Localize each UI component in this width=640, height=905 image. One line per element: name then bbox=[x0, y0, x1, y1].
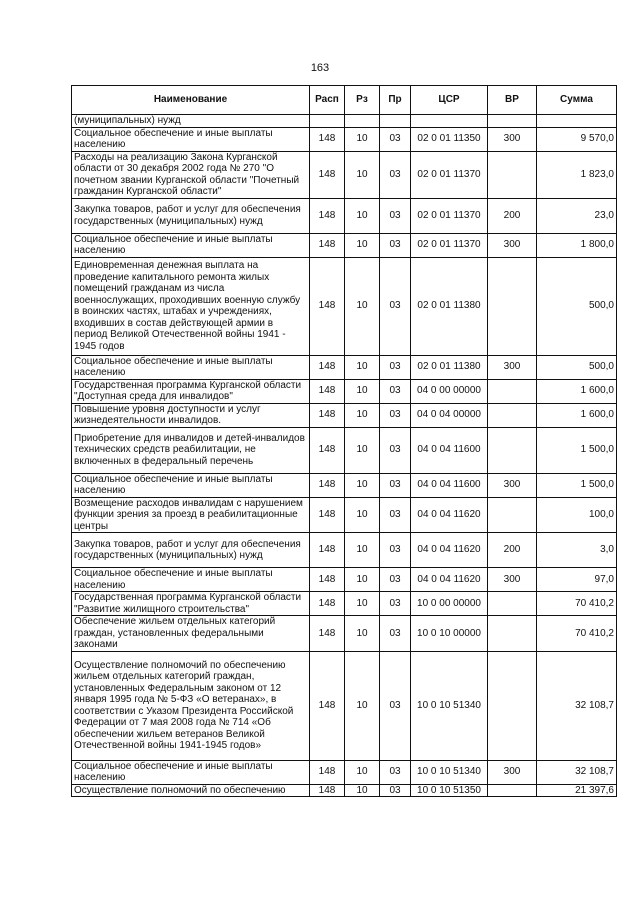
cell-vr bbox=[488, 616, 537, 652]
cell-rasp: 148 bbox=[310, 760, 345, 784]
cell-pr: 03 bbox=[380, 592, 411, 616]
cell-rasp: 148 bbox=[310, 616, 345, 652]
cell-sum: 1 600,0 bbox=[537, 379, 617, 403]
cell-rz: 10 bbox=[345, 233, 380, 257]
cell-name: Осуществление полномочий по обеспечению жильем отдельных категорий граждан, установленных Федеральным законом от 12 января 1995 года № 5-ФЗ «О ветеранах», в соответствии с Указом Президента Российской Федерации от 7 мая 2008 года № 714 «Об обеспечении жильем ветеранов Великой Отечественной войны 1941-1945 годов» bbox=[72, 651, 310, 760]
cell-rasp: 148 bbox=[310, 257, 345, 355]
header-pr: Пр bbox=[380, 86, 411, 115]
cell-name: Расходы на реализацию Закона Курганской области от 30 декабря 2002 года № 270 "О почетном звании Курганской области "Почетный гражданин Курганской области" bbox=[72, 151, 310, 198]
cell-vr bbox=[488, 379, 537, 403]
cell-sum: 500,0 bbox=[537, 355, 617, 379]
cell-vr: 300 bbox=[488, 233, 537, 257]
header-name: Наименование bbox=[72, 86, 310, 115]
table-body bbox=[72, 115, 617, 797]
cell-rasp: 148 bbox=[310, 784, 345, 797]
table-row bbox=[72, 257, 617, 355]
cell-vr bbox=[488, 427, 537, 473]
cell-name: Повышение уровня доступности и услуг жизнедеятельности инвалидов. bbox=[72, 403, 310, 427]
cell-rz bbox=[345, 115, 380, 128]
header-sum: Сумма bbox=[537, 86, 617, 115]
table-row bbox=[72, 473, 617, 497]
cell-name: Единовременная денежная выплата на проведение капитального ремонта жилых помещений гражданам из числа военнослужащих, проходивших военную службу в воинских частях, штабах и учреждениях, входивших в состав действующей армии в период Великой Отечественной войны 1941 - 1945 годов bbox=[72, 257, 310, 355]
cell-pr: 03 bbox=[380, 379, 411, 403]
cell-rasp: 148 bbox=[310, 592, 345, 616]
cell-vr bbox=[488, 151, 537, 198]
budget-table bbox=[71, 85, 617, 797]
cell-csr: 02 0 01 11350 bbox=[411, 127, 488, 151]
cell-rz: 10 bbox=[345, 760, 380, 784]
table-row bbox=[72, 355, 617, 379]
cell-name: Социальное обеспечение и иные выплаты населению bbox=[72, 473, 310, 497]
cell-rasp: 148 bbox=[310, 151, 345, 198]
cell-name: Обеспечение жильем отдельных категорий граждан, установленных федеральными законами bbox=[72, 616, 310, 652]
table-row bbox=[72, 651, 617, 760]
cell-rasp: 148 bbox=[310, 355, 345, 379]
cell-vr bbox=[488, 651, 537, 760]
cell-rasp: 148 bbox=[310, 497, 345, 533]
page-number: 163 bbox=[310, 62, 330, 74]
cell-name: Социальное обеспечение и иные выплаты населению bbox=[72, 127, 310, 151]
cell-csr: 02 0 01 11380 bbox=[411, 355, 488, 379]
cell-csr: 10 0 10 51340 bbox=[411, 651, 488, 760]
table-row bbox=[72, 427, 617, 473]
cell-vr bbox=[488, 115, 537, 128]
cell-vr: 300 bbox=[488, 473, 537, 497]
cell-sum: 500,0 bbox=[537, 257, 617, 355]
cell-pr: 03 bbox=[380, 568, 411, 592]
table-row bbox=[72, 127, 617, 151]
table-row bbox=[72, 198, 617, 233]
table-row bbox=[72, 760, 617, 784]
cell-rasp: 148 bbox=[310, 198, 345, 233]
header-row bbox=[72, 86, 617, 115]
table-row bbox=[72, 115, 617, 128]
header-rasp: Расп bbox=[310, 86, 345, 115]
cell-vr: 200 bbox=[488, 533, 537, 568]
cell-sum bbox=[537, 115, 617, 128]
cell-name: (муниципальных) нужд bbox=[72, 115, 310, 128]
cell-pr: 03 bbox=[380, 233, 411, 257]
cell-sum: 9 570,0 bbox=[537, 127, 617, 151]
cell-rasp bbox=[310, 115, 345, 128]
cell-name: Социальное обеспечение и иные выплаты населению bbox=[72, 233, 310, 257]
cell-sum: 1 500,0 bbox=[537, 427, 617, 473]
header-rz: Рз bbox=[345, 86, 380, 115]
cell-rz: 10 bbox=[345, 533, 380, 568]
cell-csr: 04 0 04 11620 bbox=[411, 568, 488, 592]
cell-sum: 32 108,7 bbox=[537, 760, 617, 784]
cell-pr: 03 bbox=[380, 616, 411, 652]
cell-rasp: 148 bbox=[310, 473, 345, 497]
cell-csr: 10 0 00 00000 bbox=[411, 592, 488, 616]
cell-sum: 1 500,0 bbox=[537, 473, 617, 497]
cell-rz: 10 bbox=[345, 497, 380, 533]
header-vr: ВР bbox=[488, 86, 537, 115]
cell-rz: 10 bbox=[345, 127, 380, 151]
cell-sum: 70 410,2 bbox=[537, 616, 617, 652]
cell-rz: 10 bbox=[345, 473, 380, 497]
cell-name: Социальное обеспечение и иные выплаты населению bbox=[72, 355, 310, 379]
cell-sum: 1 600,0 bbox=[537, 403, 617, 427]
cell-name: Осуществление полномочий по обеспечению bbox=[72, 784, 310, 797]
cell-sum: 21 397,6 bbox=[537, 784, 617, 797]
cell-pr: 03 bbox=[380, 403, 411, 427]
cell-pr: 03 bbox=[380, 151, 411, 198]
cell-vr bbox=[488, 497, 537, 533]
cell-rasp: 148 bbox=[310, 651, 345, 760]
cell-sum: 70 410,2 bbox=[537, 592, 617, 616]
cell-pr: 03 bbox=[380, 760, 411, 784]
cell-rasp: 148 bbox=[310, 379, 345, 403]
cell-sum: 1 800,0 bbox=[537, 233, 617, 257]
cell-pr bbox=[380, 115, 411, 128]
cell-rz: 10 bbox=[345, 355, 380, 379]
cell-csr: 04 0 04 11600 bbox=[411, 473, 488, 497]
cell-sum: 1 823,0 bbox=[537, 151, 617, 198]
cell-sum: 97,0 bbox=[537, 568, 617, 592]
table-row bbox=[72, 568, 617, 592]
cell-rasp: 148 bbox=[310, 427, 345, 473]
cell-rz: 10 bbox=[345, 151, 380, 198]
cell-csr: 02 0 01 11370 bbox=[411, 233, 488, 257]
cell-sum: 3,0 bbox=[537, 533, 617, 568]
cell-rz: 10 bbox=[345, 568, 380, 592]
cell-csr: 04 0 00 00000 bbox=[411, 379, 488, 403]
cell-vr: 300 bbox=[488, 568, 537, 592]
cell-pr: 03 bbox=[380, 257, 411, 355]
cell-name: Возмещение расходов инвалидам с нарушением функции зрения за проезд в реабилитационные центры bbox=[72, 497, 310, 533]
cell-rz: 10 bbox=[345, 784, 380, 797]
cell-vr bbox=[488, 592, 537, 616]
cell-name: Социальное обеспечение и иные выплаты населению bbox=[72, 568, 310, 592]
cell-name: Государственная программа Курганской области "Развитие жилищного строительства" bbox=[72, 592, 310, 616]
table-row bbox=[72, 379, 617, 403]
cell-pr: 03 bbox=[380, 533, 411, 568]
cell-rz: 10 bbox=[345, 651, 380, 760]
cell-csr: 10 0 10 51350 bbox=[411, 784, 488, 797]
cell-pr: 03 bbox=[380, 473, 411, 497]
cell-csr bbox=[411, 115, 488, 128]
cell-vr bbox=[488, 403, 537, 427]
cell-pr: 03 bbox=[380, 497, 411, 533]
cell-sum: 32 108,7 bbox=[537, 651, 617, 760]
cell-name: Закупка товаров, работ и услуг для обеспечения государственных (муниципальных) нужд bbox=[72, 533, 310, 568]
table-row bbox=[72, 403, 617, 427]
cell-rasp: 148 bbox=[310, 127, 345, 151]
cell-csr: 02 0 01 11370 bbox=[411, 198, 488, 233]
cell-rasp: 148 bbox=[310, 403, 345, 427]
cell-rz: 10 bbox=[345, 592, 380, 616]
cell-name: Социальное обеспечение и иные выплаты населению bbox=[72, 760, 310, 784]
cell-name: Государственная программа Курганской области "Доступная среда для инвалидов" bbox=[72, 379, 310, 403]
cell-csr: 04 0 04 11600 bbox=[411, 427, 488, 473]
cell-pr: 03 bbox=[380, 198, 411, 233]
cell-rz: 10 bbox=[345, 257, 380, 355]
cell-csr: 04 0 04 11620 bbox=[411, 497, 488, 533]
cell-csr: 10 0 10 51340 bbox=[411, 760, 488, 784]
cell-csr: 02 0 01 11370 bbox=[411, 151, 488, 198]
cell-pr: 03 bbox=[380, 784, 411, 797]
cell-sum: 23,0 bbox=[537, 198, 617, 233]
cell-rasp: 148 bbox=[310, 533, 345, 568]
cell-vr: 300 bbox=[488, 127, 537, 151]
cell-sum: 100,0 bbox=[537, 497, 617, 533]
cell-rz: 10 bbox=[345, 198, 380, 233]
cell-vr: 200 bbox=[488, 198, 537, 233]
cell-rz: 10 bbox=[345, 427, 380, 473]
header-csr: ЦСР bbox=[411, 86, 488, 115]
cell-vr: 300 bbox=[488, 760, 537, 784]
cell-rasp: 148 bbox=[310, 233, 345, 257]
cell-csr: 02 0 01 11380 bbox=[411, 257, 488, 355]
table-row bbox=[72, 497, 617, 533]
cell-csr: 04 0 04 00000 bbox=[411, 403, 488, 427]
cell-vr: 300 bbox=[488, 355, 537, 379]
cell-pr: 03 bbox=[380, 355, 411, 379]
cell-rz: 10 bbox=[345, 379, 380, 403]
cell-name: Закупка товаров, работ и услуг для обеспечения государственных (муниципальных) нужд bbox=[72, 198, 310, 233]
cell-pr: 03 bbox=[380, 427, 411, 473]
cell-rz: 10 bbox=[345, 616, 380, 652]
cell-rz: 10 bbox=[345, 403, 380, 427]
table-row bbox=[72, 592, 617, 616]
table-row bbox=[72, 616, 617, 652]
cell-pr: 03 bbox=[380, 651, 411, 760]
cell-pr: 03 bbox=[380, 127, 411, 151]
table-row bbox=[72, 151, 617, 198]
cell-csr: 04 0 04 11620 bbox=[411, 533, 488, 568]
cell-csr: 10 0 10 00000 bbox=[411, 616, 488, 652]
table-row bbox=[72, 533, 617, 568]
cell-vr bbox=[488, 784, 537, 797]
cell-name: Приобретение для инвалидов и детей-инвалидов технических средств реабилитации, не включенных в федеральный перечень bbox=[72, 427, 310, 473]
table-row bbox=[72, 233, 617, 257]
cell-rasp: 148 bbox=[310, 568, 345, 592]
cell-vr bbox=[488, 257, 537, 355]
table-row bbox=[72, 784, 617, 797]
